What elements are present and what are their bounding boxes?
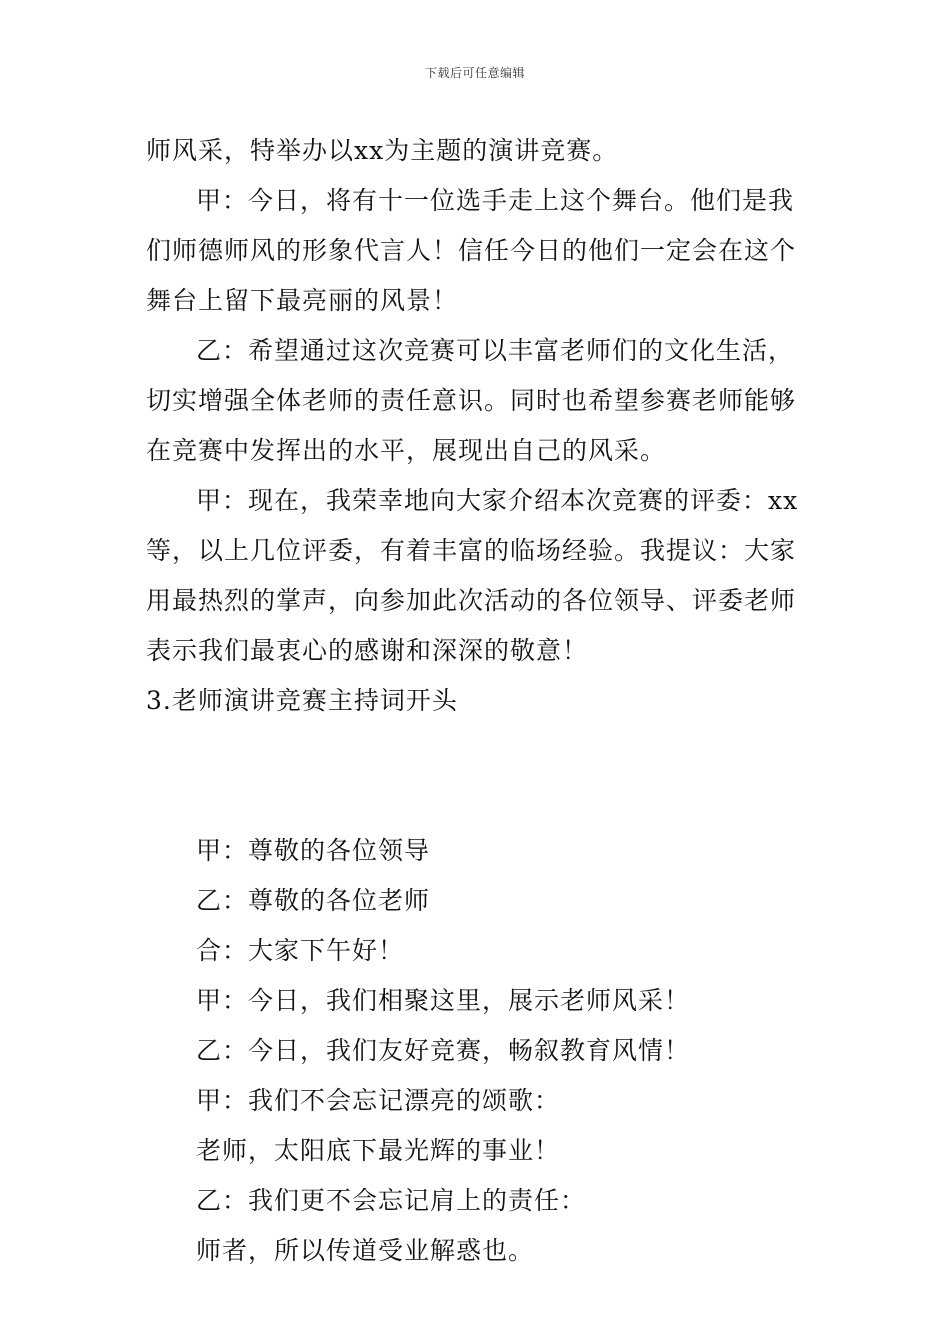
paragraph-line: 们师德师风的形象代言人！信任今日的他们一定会在这个 — [146, 236, 797, 265]
dialogue-line: 乙：尊敬的各位老师 — [196, 886, 431, 915]
dialogue-line: 甲：今日，我们相聚这里，展示老师风采！ — [196, 986, 691, 1015]
dialogue-line: 老师，太阳底下最光辉的事业！ — [196, 1136, 561, 1165]
paragraph-line: 甲：今日，将有十一位选手走上这个舞台。他们是我 — [196, 186, 795, 215]
paragraph-line: 乙：希望通过这次竞赛可以丰富老师们的文化生活， — [196, 336, 795, 365]
page-header: 下载后可任意编辑 — [424, 66, 525, 80]
dialogue-line: 甲：我们不会忘记漂亮的颂歌： — [196, 1086, 561, 1115]
paragraph-line: 舞台上留下最亮丽的风景！ — [146, 286, 459, 315]
document-body — [146, 126, 810, 1276]
dialogue-line: 师者，所以传道受业解惑也。 — [196, 1236, 535, 1265]
paragraph-line: 师风采，特举办以xx为主题的演讲竞赛。 — [146, 136, 619, 165]
dialogue-line: 合：大家下午好！ — [196, 936, 405, 965]
paragraph-line: 用最热烈的掌声，向参加此次活动的各位领导、评委老师 — [146, 586, 797, 615]
dialogue-line: 乙：我们更不会忘记肩上的责任： — [196, 1186, 587, 1215]
paragraph-line: 甲：现在，我荣幸地向大家介绍本次竞赛的评委：xx — [196, 486, 799, 515]
paragraph-line: 表示我们最衷心的感谢和深深的敬意！ — [146, 636, 589, 665]
dialogue-line: 甲：尊敬的各位领导 — [196, 836, 431, 865]
blank-space — [146, 726, 810, 826]
dialogue-line: 乙：今日，我们友好竞赛，畅叙教育风情！ — [196, 1036, 691, 1065]
paragraph-line: 等，以上几位评委，有着丰富的临场经验。我提议：大家 — [146, 536, 797, 565]
paragraph-line: 在竞赛中发挥出的水平，展现出自己的风采。 — [146, 436, 667, 465]
paragraph-line: 切实增强全体老师的责任意识。同时也希望参赛老师能够 — [146, 386, 797, 415]
section-heading: 3.老师演讲竞赛主持词开头 — [146, 686, 458, 715]
